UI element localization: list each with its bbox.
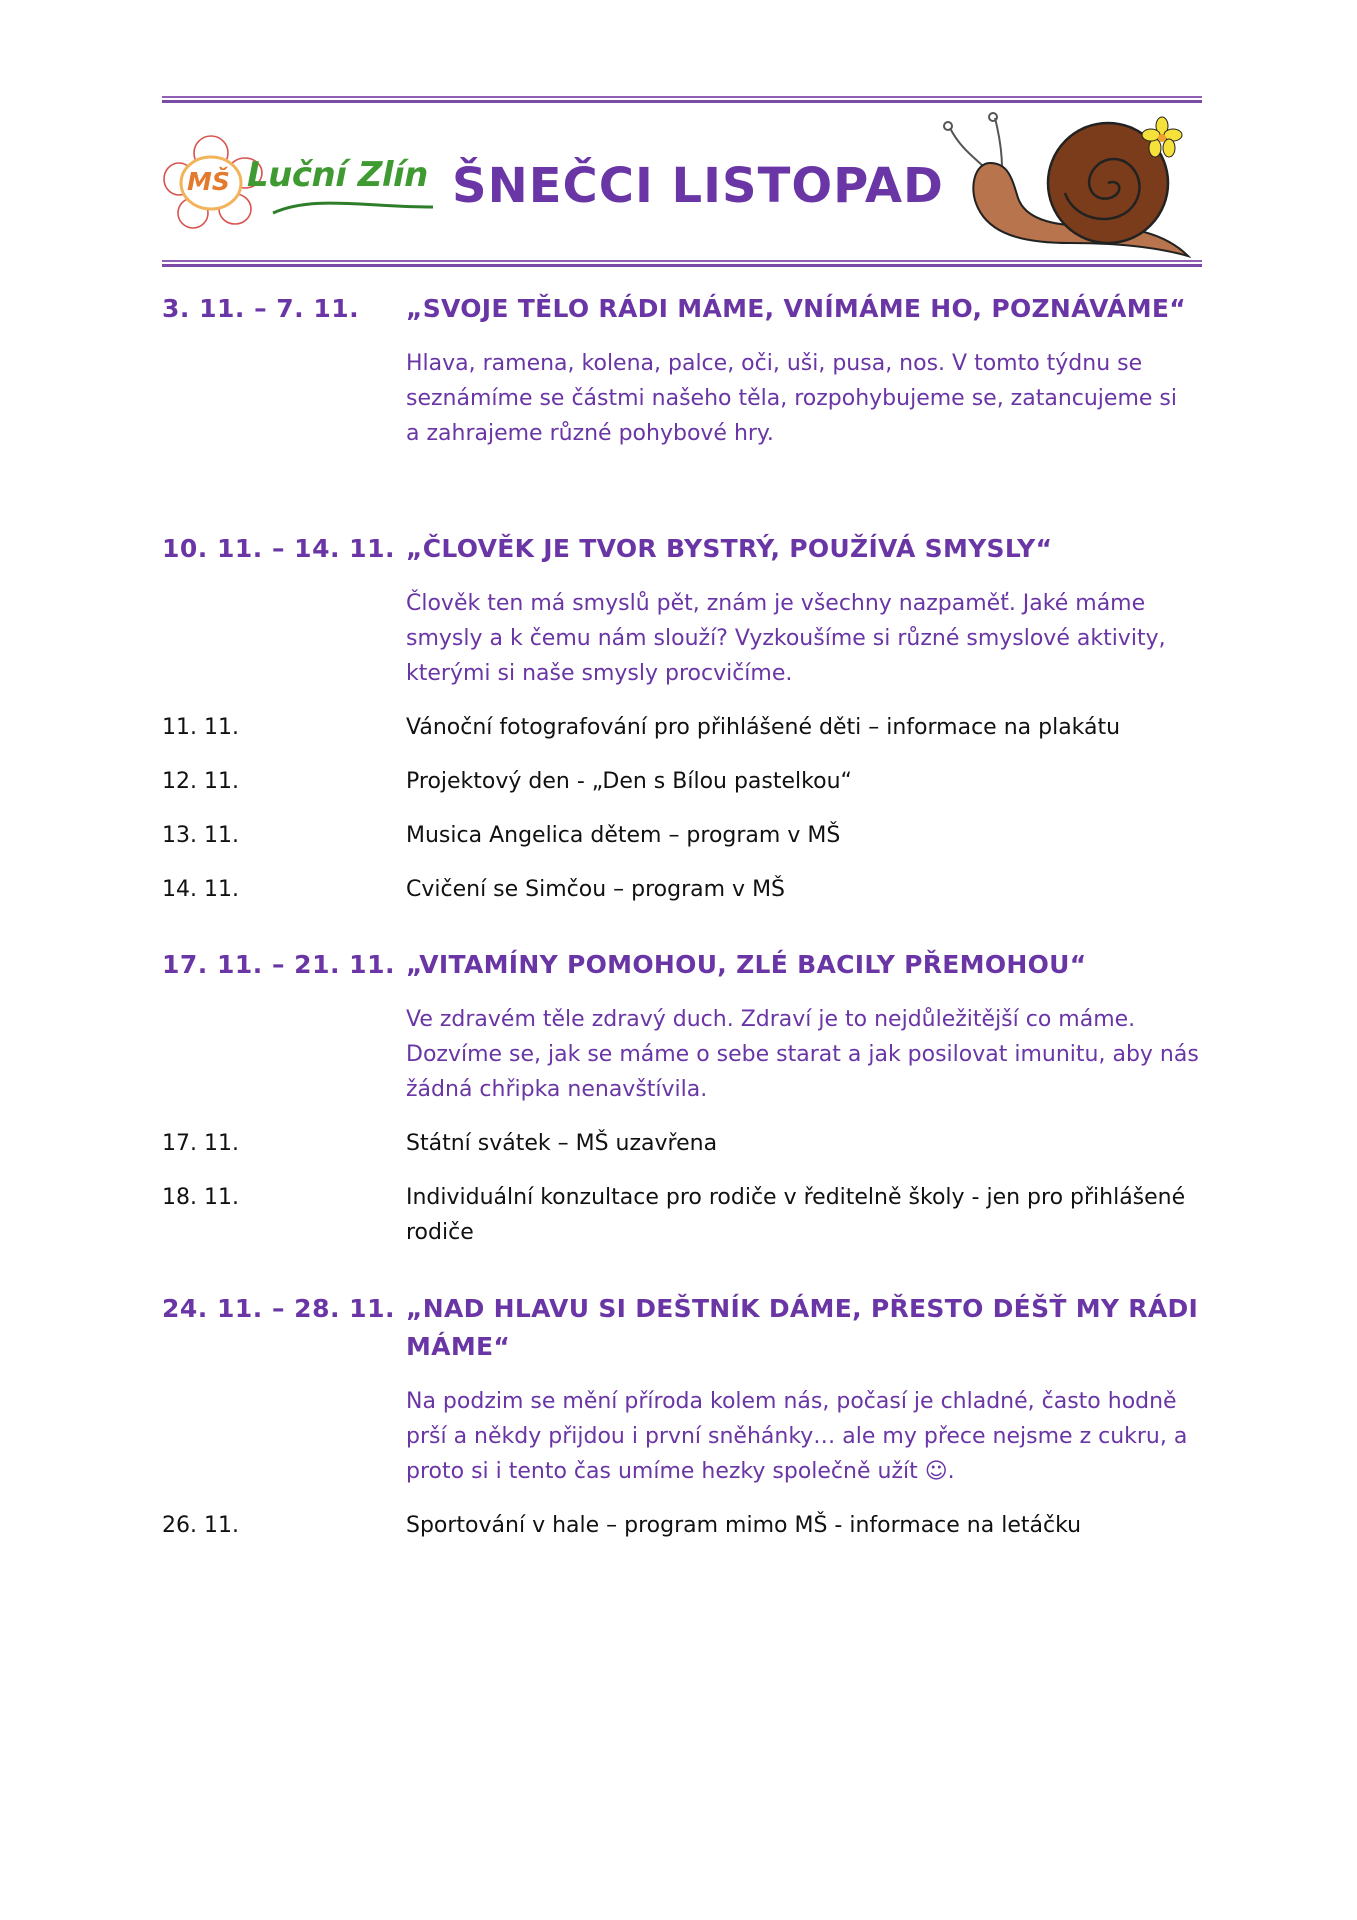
event-text: Projektový den - „Den s Bílou pastelkou“ (406, 769, 852, 794)
event-row (162, 1180, 1202, 1250)
event-row (162, 710, 1202, 745)
event-date: 17. 11. (162, 1131, 239, 1156)
week-description: Hlava, ramena, kolena, palce, oči, uši, pusa, nos. V tomto týdnu se seznámíme se částmi našeho těla, rozpohybujeme se, zatancujeme si a zahrajeme různé pohybové hry. (406, 351, 1177, 446)
week-description: Na podzim se mění příroda kolem nás, počasí je chladné, často hodně prší a někdy přijdou i první sněhánky… ale my přece nejsme z cukru, a proto si i tento čas umíme hezky společně užít ☺. (406, 1389, 1188, 1484)
week-dates: 17. 11. – 21. 11. (162, 950, 395, 979)
event-date: 11. 11. (162, 715, 239, 740)
event-text: Sportování v hale – program mimo MŠ - informace na letáčku (406, 1513, 1082, 1538)
week-title: „VITAMÍNY POMOHOU, ZLÉ BACILY PŘEMOHOU“ (406, 950, 1087, 979)
week-section (162, 946, 1202, 1107)
week-dates: 10. 11. – 14. 11. (162, 534, 395, 563)
event-text: Individuální konzultace pro rodiče v ředitelně školy - jen pro přihlášené rodiče (406, 1185, 1186, 1245)
week-section (162, 530, 1202, 691)
event-text: Státní svátek – MŠ uzavřena (406, 1131, 718, 1156)
event-text: Cvičení se Simčou – program v MŠ (406, 877, 786, 902)
event-date: 26. 11. (162, 1513, 239, 1538)
event-row (162, 1126, 1202, 1161)
event-date: 12. 11. (162, 769, 239, 794)
event-row (162, 818, 1202, 853)
week-title: „SVOJE TĚLO RÁDI MÁME, VNÍMÁME HO, POZNÁVÁME“ (406, 294, 1186, 323)
week-title: „ČLOVĚK JE TVOR BYSTRÝ, POUŽÍVÁ SMYSLY“ (406, 534, 1053, 563)
event-text: Vánoční fotografování pro přihlášené děti – informace na plakátu (406, 715, 1121, 740)
event-date: 18. 11. (162, 1185, 239, 1210)
week-section (162, 290, 1202, 451)
logo-name: Luční Zlín (247, 155, 428, 195)
event-row (162, 764, 1202, 799)
week-dates: 3. 11. – 7. 11. (162, 294, 360, 323)
week-title: „NAD HLAVU SI DEŠTNÍK DÁME, PŘESTO DÉŠŤ MY RÁDI MÁME“ (406, 1294, 1199, 1361)
school-logo (163, 135, 438, 230)
event-text: Musica Angelica dětem – program v MŠ (406, 823, 841, 848)
event-row (162, 872, 1202, 907)
logo-initials: MŠ (187, 167, 230, 196)
event-date: 14. 11. (162, 877, 239, 902)
week-dates: 24. 11. – 28. 11. (162, 1294, 395, 1323)
week-description: Člověk ten má smyslů pět, znám je všechny nazpaměť. Jaké máme smysly a k čemu nám slouží? Vyzkoušíme si různé smyslové aktivity, kterými si naše smysly procvičíme. (406, 591, 1166, 686)
header-rule-top (162, 96, 1202, 103)
week-section (162, 1290, 1202, 1489)
event-date: 13. 11. (162, 823, 239, 848)
snail-icon (930, 108, 1200, 263)
week-description: Ve zdravém těle zdravý duch. Zdraví je to nejdůležitější co máme. Dozvíme se, jak se máme o sebe starat a jak posilovat imunitu, aby nás žádná chřipka nenavštívila. (406, 1007, 1199, 1102)
event-row (162, 1508, 1202, 1543)
page-title: ŠNEČCI LISTOPAD (452, 158, 944, 214)
